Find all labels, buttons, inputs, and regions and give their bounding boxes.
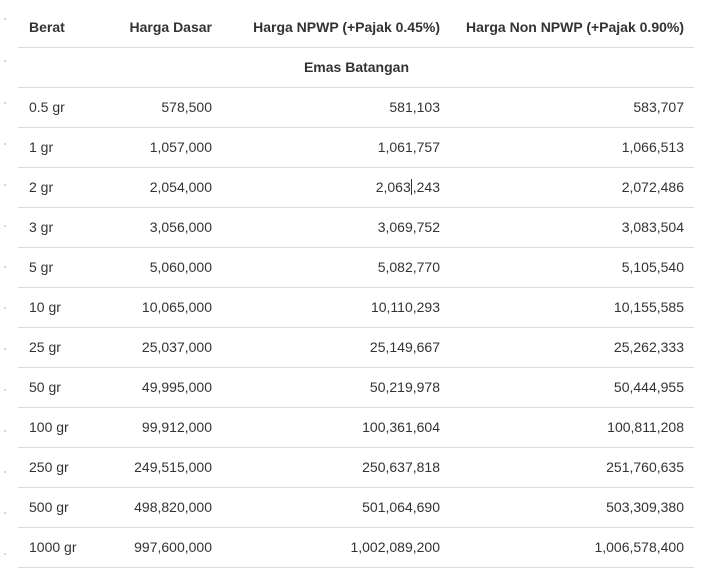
cell-berat: 250 gr (18, 447, 92, 487)
edge-dot (4, 553, 6, 555)
header-berat: Berat (18, 7, 92, 47)
cell-berat: 25 gr (18, 327, 92, 367)
table-row (18, 207, 694, 247)
table-row (18, 527, 694, 567)
edge-dot (4, 389, 6, 391)
table-body (18, 47, 694, 567)
cell-harga-npwp: 25,149,667 (222, 327, 450, 367)
edge-dot (4, 184, 6, 186)
cell-berat: 3 gr (18, 207, 92, 247)
cell-harga-npwp: 581,103 (222, 87, 450, 127)
cell-harga-dasar: 1,057,000 (92, 127, 222, 167)
cell-harga-dasar: 498,820,000 (92, 487, 222, 527)
cell-berat: 100 gr (18, 407, 92, 447)
cell-harga-dasar: 25,037,000 (92, 327, 222, 367)
edge-dot (4, 102, 6, 104)
section-title: Emas Batangan (18, 47, 694, 87)
gold-price-table-container (18, 7, 694, 568)
cell-harga-npwp: 3,069,752 (222, 207, 450, 247)
edge-dot (4, 266, 6, 268)
cell-berat: 2 gr (18, 167, 92, 207)
header-harga-non-npwp: Harga Non NPWP (+Pajak 0.90%) (450, 7, 694, 47)
cell-harga-non-npwp: 10,155,585 (450, 287, 694, 327)
table-row (18, 167, 694, 207)
edge-dot (4, 225, 6, 227)
cell-berat: 1 gr (18, 127, 92, 167)
cell-harga-dasar: 578,500 (92, 87, 222, 127)
table-row (18, 367, 694, 407)
cell-harga-dasar: 10,065,000 (92, 287, 222, 327)
table-row (18, 407, 694, 447)
cell-harga-non-npwp: 251,760,635 (450, 447, 694, 487)
cell-harga-npwp: 5,082,770 (222, 247, 450, 287)
cell-berat: 0.5 gr (18, 87, 92, 127)
text-cursor (411, 179, 412, 195)
header-harga-npwp: Harga NPWP (+Pajak 0.45%) (222, 7, 450, 47)
cell-harga-dasar: 2,054,000 (92, 167, 222, 207)
table-row (18, 127, 694, 167)
header-row (18, 7, 694, 47)
cell-berat: 10 gr (18, 287, 92, 327)
cell-harga-npwp: 10,110,293 (222, 287, 450, 327)
cell-harga-non-npwp: 1,006,578,400 (450, 527, 694, 567)
header-harga-dasar: Harga Dasar (92, 7, 222, 47)
table-row (18, 247, 694, 287)
cell-harga-npwp: 100,361,604 (222, 407, 450, 447)
gold-price-table (18, 7, 694, 568)
cell-harga-non-npwp: 583,707 (450, 87, 694, 127)
section-row (18, 47, 694, 87)
edge-dot (4, 18, 6, 20)
table-header (18, 7, 694, 47)
table-row (18, 287, 694, 327)
table-row (18, 487, 694, 527)
table-row (18, 327, 694, 367)
cell-harga-npwp: 2,063 ,243 (222, 167, 450, 207)
cell-harga-dasar: 249,515,000 (92, 447, 222, 487)
edge-dot (4, 60, 6, 62)
cell-berat: 1000 gr (18, 527, 92, 567)
edge-dot (4, 307, 6, 309)
cell-harga-npwp: 1,061,757 (222, 127, 450, 167)
cell-harga-dasar: 49,995,000 (92, 367, 222, 407)
cell-harga-dasar: 3,056,000 (92, 207, 222, 247)
edge-dot (4, 430, 6, 432)
edge-dot (4, 143, 6, 145)
table-row (18, 87, 694, 127)
cell-harga-npwp: 50,219,978 (222, 367, 450, 407)
cell-harga-non-npwp: 5,105,540 (450, 247, 694, 287)
cell-harga-non-npwp: 100,811,208 (450, 407, 694, 447)
cell-harga-dasar: 99,912,000 (92, 407, 222, 447)
cell-harga-non-npwp: 503,309,380 (450, 487, 694, 527)
edge-dot (4, 471, 6, 473)
cell-harga-npwp: 1,002,089,200 (222, 527, 450, 567)
cell-harga-dasar: 5,060,000 (92, 247, 222, 287)
cell-harga-non-npwp: 1,066,513 (450, 127, 694, 167)
cell-harga-non-npwp: 2,072,486 (450, 167, 694, 207)
cell-harga-npwp: 501,064,690 (222, 487, 450, 527)
cell-harga-non-npwp: 50,444,955 (450, 367, 694, 407)
cell-berat: 5 gr (18, 247, 92, 287)
cell-berat: 500 gr (18, 487, 92, 527)
cell-harga-non-npwp: 3,083,504 (450, 207, 694, 247)
edge-dot (4, 512, 6, 514)
cell-berat: 50 gr (18, 367, 92, 407)
edge-dot (4, 348, 6, 350)
cell-harga-non-npwp: 25,262,333 (450, 327, 694, 367)
table-row (18, 447, 694, 487)
cell-harga-npwp: 250,637,818 (222, 447, 450, 487)
cell-harga-dasar: 997,600,000 (92, 527, 222, 567)
